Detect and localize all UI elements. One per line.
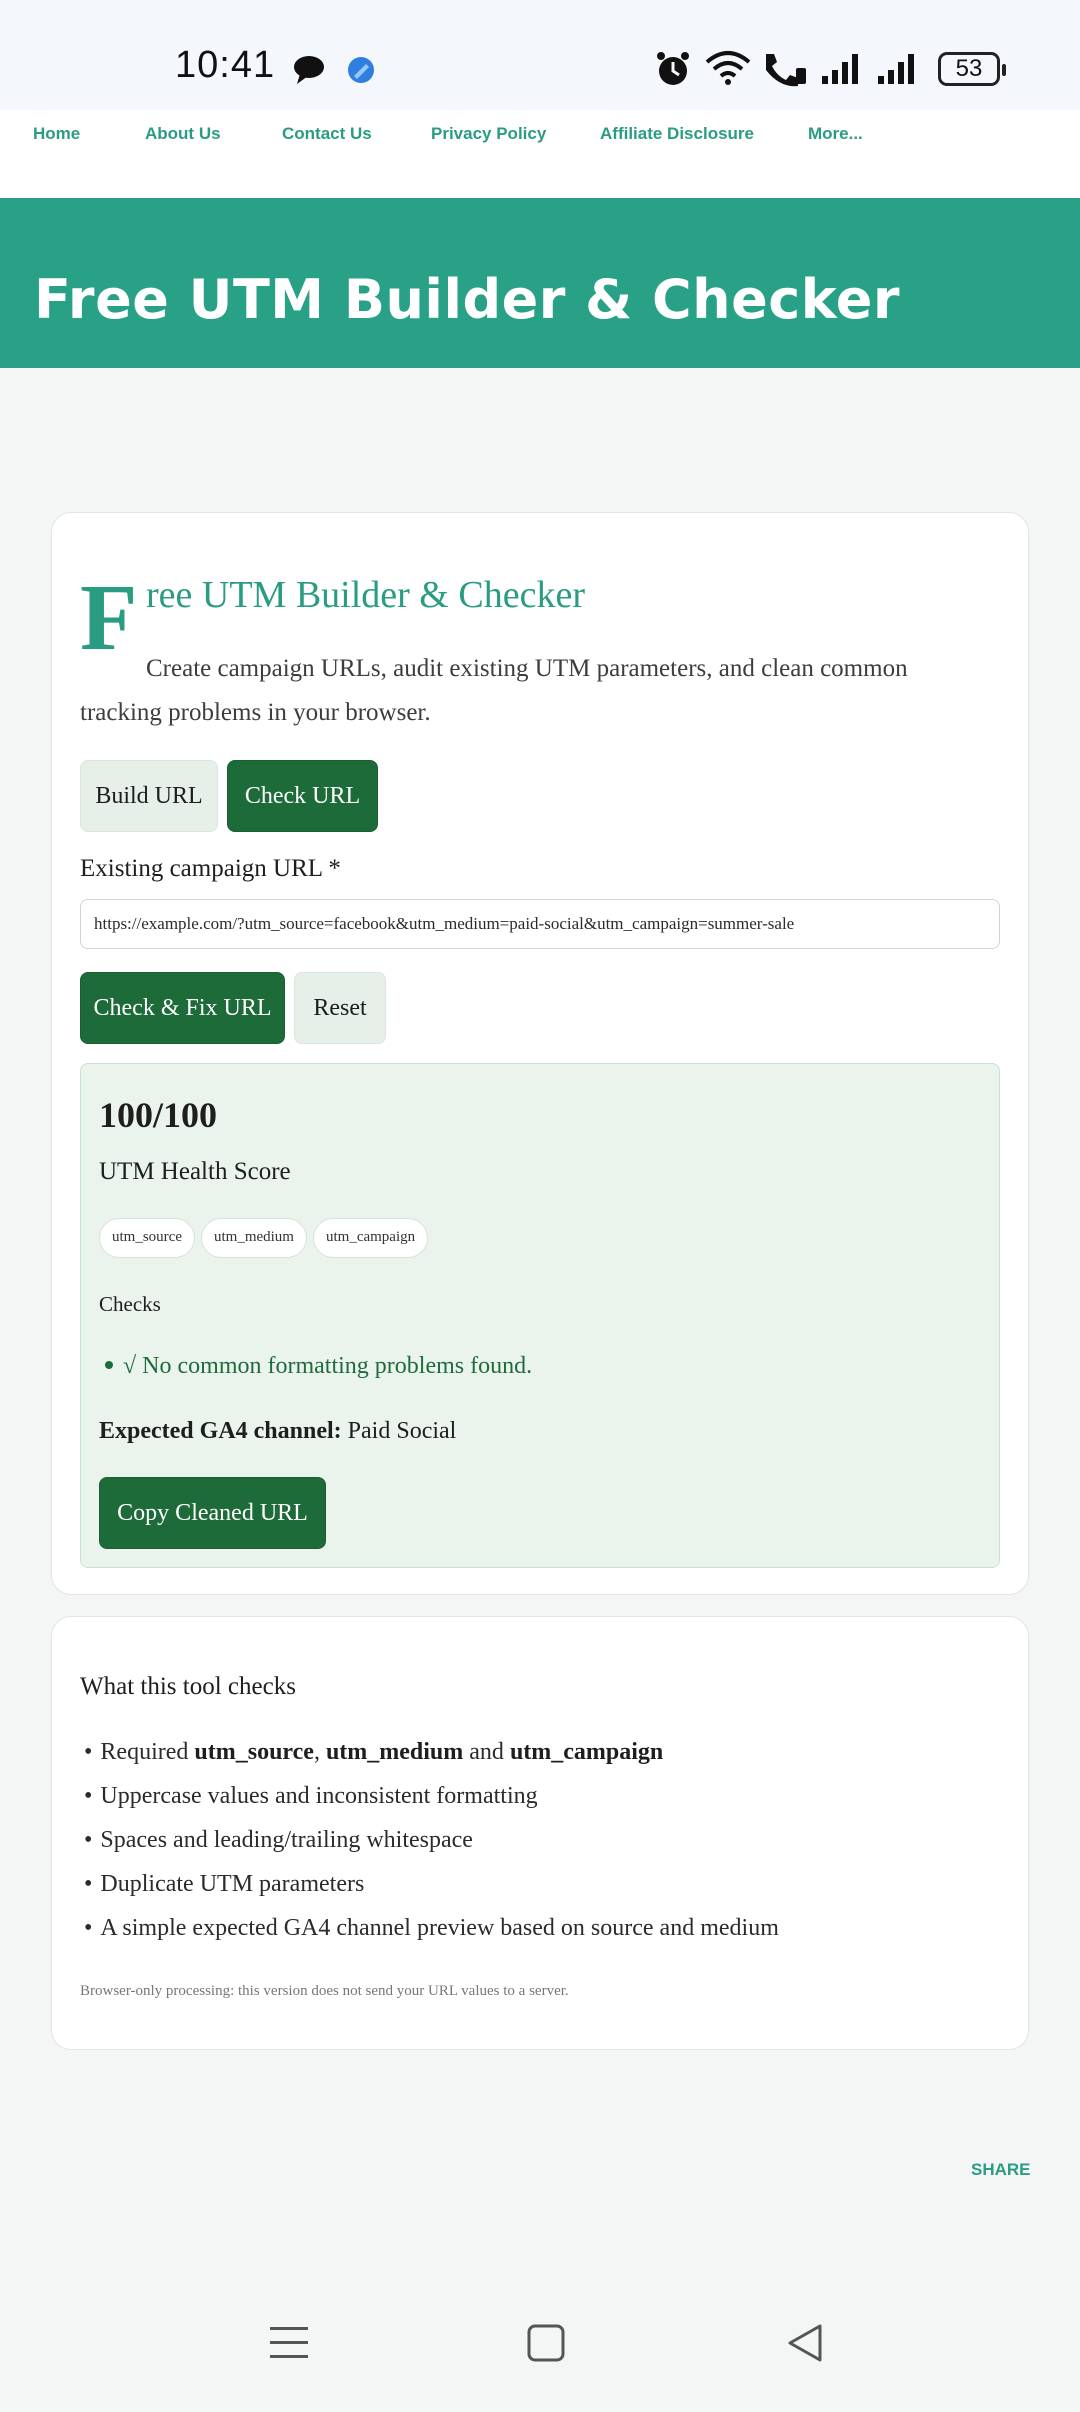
status-time: 10:41 xyxy=(175,44,276,86)
fine-print: Browser-only processing: this version does not send your URL values to a server. xyxy=(80,1983,569,1999)
top-nav xyxy=(0,110,1080,198)
chat-bubble-icon xyxy=(292,54,326,86)
utm-tool-card xyxy=(51,512,1029,1595)
volte-call-icon xyxy=(760,50,810,88)
bullet-icon xyxy=(105,1361,113,1369)
nav-home[interactable]: Home xyxy=(33,124,81,143)
alarm-icon xyxy=(655,50,691,88)
list-item: • A simple expected GA4 channel preview based on source and medium xyxy=(84,1915,779,1959)
share-link[interactable]: SHARE xyxy=(971,2160,1031,2179)
info-list xyxy=(84,1739,779,1959)
channel-label: Expected GA4 channel: xyxy=(99,1418,342,1444)
copy-cleaned-url-button[interactable]: Copy Cleaned URL xyxy=(99,1477,326,1549)
wifi-icon xyxy=(705,50,751,88)
param-pills xyxy=(99,1218,428,1258)
list-item: • Uppercase values and inconsistent formatting xyxy=(84,1783,779,1827)
nav-more[interactable]: More... xyxy=(808,124,863,143)
param-pill: utm_medium xyxy=(201,1218,307,1258)
tab-check-url[interactable]: Check URL xyxy=(227,760,378,832)
tool-title: ree UTM Builder & Checker xyxy=(146,574,585,616)
health-score: 100/100 xyxy=(99,1095,218,1135)
app-icon xyxy=(346,55,376,85)
battery-indicator: 53 xyxy=(938,52,1000,86)
list-item: • Required utm_source, utm_medium and utm_campaign xyxy=(84,1739,779,1783)
url-field-label: Existing campaign URL * xyxy=(80,855,341,882)
page-title: Free UTM Builder & Checker xyxy=(34,268,900,331)
menu-icon[interactable] xyxy=(268,2322,310,2364)
param-pill: utm_source xyxy=(99,1218,195,1258)
info-heading: What this tool checks xyxy=(80,1673,296,1700)
nav-about-us[interactable]: About Us xyxy=(145,124,221,143)
tool-intro-line2: tracking problems in your browser. xyxy=(80,699,431,726)
check-list-item xyxy=(105,1353,532,1380)
checks-heading: Checks xyxy=(99,1292,161,1316)
back-icon[interactable] xyxy=(786,2322,824,2364)
check-fix-url-button[interactable]: Check & Fix URL xyxy=(80,972,285,1044)
check-text: √ No common formatting problems found. xyxy=(123,1353,533,1379)
nav-contact-us[interactable]: Contact Us xyxy=(282,124,372,143)
tool-intro-line1: Create campaign URLs, audit existing UTM parameters, and clean common xyxy=(146,655,908,682)
param-pill: utm_campaign xyxy=(313,1218,428,1258)
status-bar xyxy=(0,0,1080,110)
ga4-channel xyxy=(99,1418,456,1445)
drop-cap: F xyxy=(80,566,138,670)
nav-affiliate-disclosure[interactable]: Affiliate Disclosure xyxy=(600,124,754,143)
channel-value: Paid Social xyxy=(347,1418,457,1444)
health-score-label: UTM Health Score xyxy=(99,1158,291,1185)
hero-banner xyxy=(0,198,1080,368)
campaign-url-input[interactable] xyxy=(80,899,1000,949)
list-item: • Duplicate UTM parameters xyxy=(84,1871,779,1915)
list-item: • Spaces and leading/trailing whitespace xyxy=(84,1827,779,1871)
signal-icon xyxy=(876,52,920,86)
home-icon[interactable] xyxy=(526,2322,566,2364)
nav-privacy-policy[interactable]: Privacy Policy xyxy=(431,124,547,143)
info-card xyxy=(51,1616,1029,2050)
reset-button[interactable]: Reset xyxy=(294,972,386,1044)
signal-icon xyxy=(820,52,864,86)
result-panel xyxy=(80,1063,1000,1568)
tab-build-url[interactable]: Build URL xyxy=(80,760,218,832)
